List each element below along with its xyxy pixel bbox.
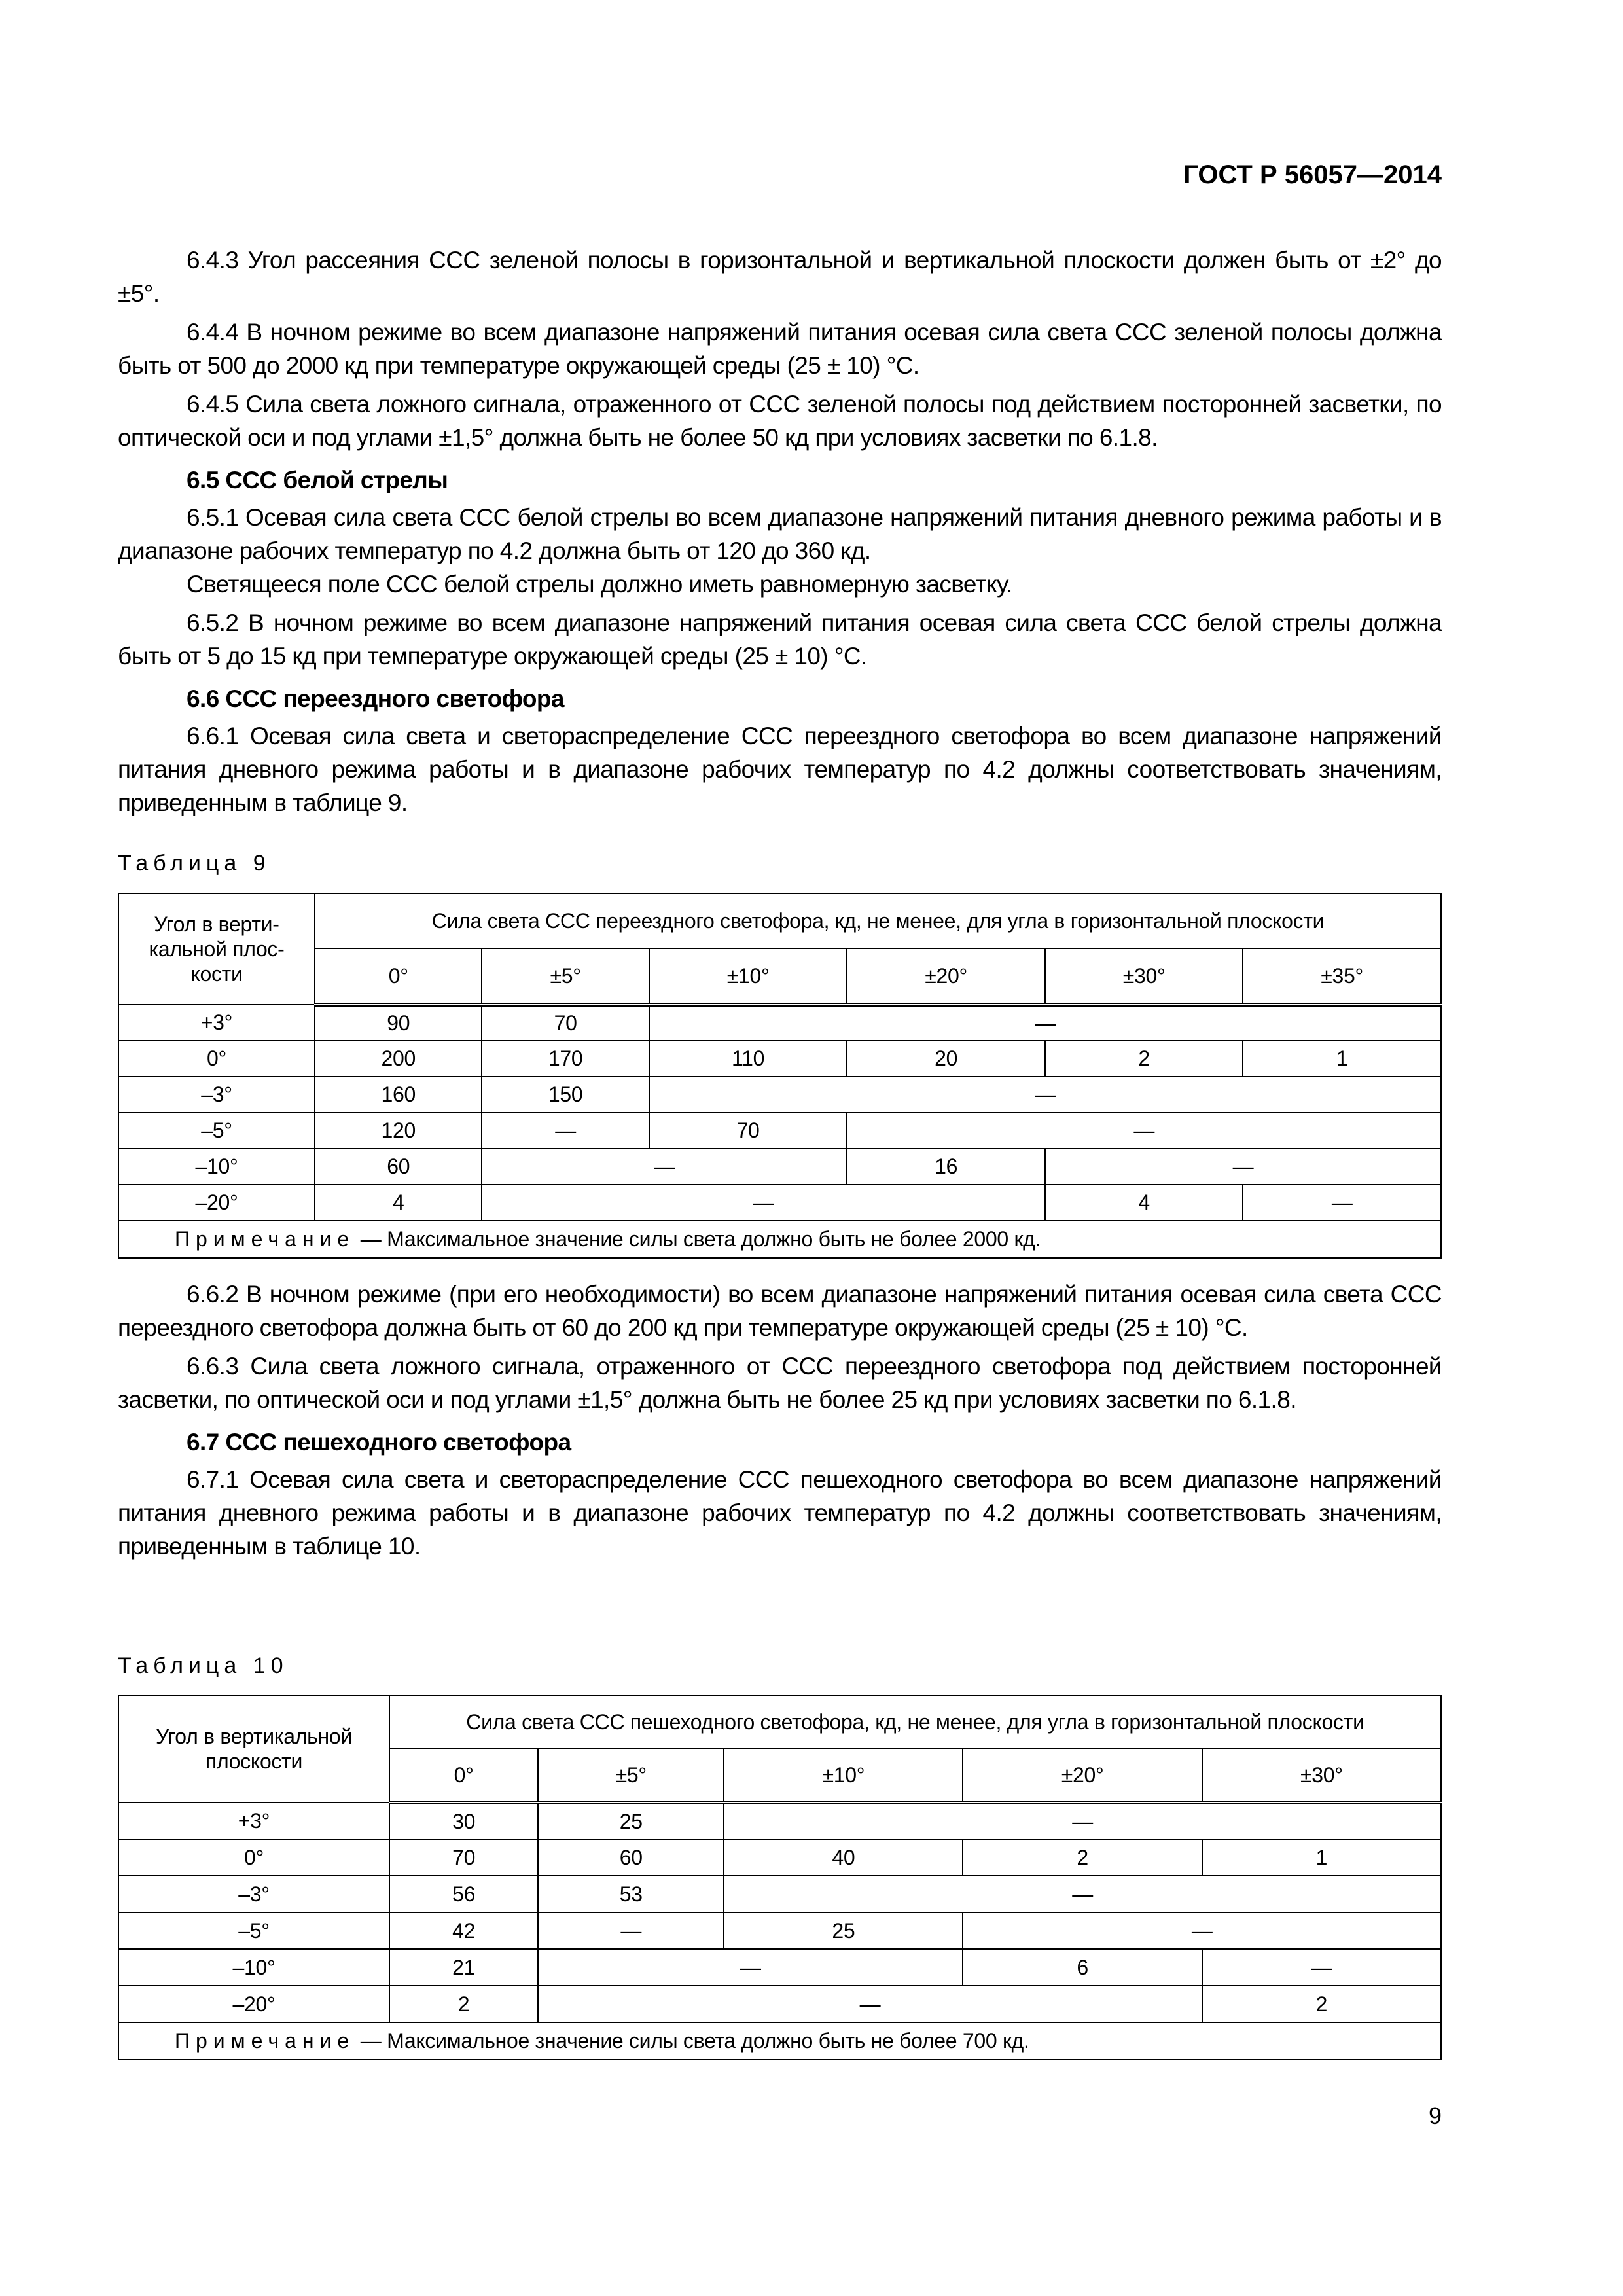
note-text: — Максимальное значение силы света должно быть не более 2000 кд. <box>355 1227 1041 1251</box>
paragraph: 6.6.3 Сила света ложного сигнала, отраженного от ССС переездного светофора под действием посторонней засветки, по оптической оси и под углами ±1,5° должна быть не более 25 кд при условиях засветки по 6.1.8. <box>118 1353 1442 1413</box>
section-heading: 6.5 ССС белой стрелы <box>187 467 448 493</box>
column-header: ±30° <box>1045 948 1243 1005</box>
table-cell: 60 <box>315 1149 482 1185</box>
table-row <box>118 1839 1441 1876</box>
paragraph: 6.6.1 Осевая сила света и светораспределение ССС переездного светофора во всем диапазоне напряжений питания дневного режима работы и в диапазоне рабочих температур по 4.2 должны соответствовать значениям, приведенным в таблице 9. <box>118 723 1442 816</box>
table-cell: — <box>538 1949 963 1986</box>
table-cell: 2 <box>1202 1986 1441 2022</box>
table-9-caption: Таблица 9 <box>118 851 271 876</box>
row-angle: –5° <box>118 1912 389 1949</box>
table-row <box>118 1005 1441 1041</box>
table-cell: — <box>963 1912 1441 1949</box>
table-note <box>118 1221 1441 1258</box>
table-cell: 160 <box>315 1077 482 1113</box>
note-text: — Максимальное значение силы света должно быть не более 700 кд. <box>355 2029 1029 2053</box>
row-angle: +3° <box>118 1803 389 1839</box>
column-header: ±35° <box>1243 948 1441 1005</box>
table-cell: 70 <box>389 1839 538 1876</box>
table-9 <box>118 893 1442 1259</box>
paragraph: 6.6.2 В ночном режиме (при его необходимости) во всем диапазоне напряжений питания осевая сила света ССС переездного светофора должна быть от 60 до 200 кд при температуре окружающей среды (25 ± 10) °С. <box>118 1281 1442 1341</box>
table-row <box>118 1803 1441 1839</box>
table-cell: — <box>538 1912 724 1949</box>
table-cell: — <box>538 1986 1202 2022</box>
table-cell: — <box>724 1803 1441 1839</box>
table-row <box>118 1912 1441 1949</box>
paragraph: Светящееся поле ССС белой стрелы должно иметь равномерную засветку. <box>187 571 1012 598</box>
table-cell: — <box>482 1185 1044 1221</box>
table-cell: 40 <box>724 1839 963 1876</box>
table-cell: 200 <box>315 1041 482 1077</box>
row-angle: –10° <box>118 1149 315 1185</box>
column-header: ±20° <box>963 1749 1202 1803</box>
table-row <box>118 1041 1441 1077</box>
document-header: ГОСТ Р 56057—2014 <box>1183 160 1442 189</box>
column-header: ±5° <box>538 1749 724 1803</box>
column-header: ±10° <box>724 1749 963 1803</box>
table-cell: 1 <box>1243 1041 1441 1077</box>
table-cell: 2 <box>963 1839 1202 1876</box>
table-cell: 70 <box>649 1113 847 1149</box>
row-header: Угол в вертикальной плоскости <box>118 1695 389 1803</box>
column-header: 0° <box>315 948 482 1005</box>
row-angle: –3° <box>118 1876 389 1912</box>
page-number: 9 <box>1428 2102 1442 2129</box>
paragraph: 6.4.4 В ночном режиме во всем диапазоне напряжений питания осевая сила света ССС зеленой полосы должна быть от 500 до 2000 кд при температуре окружающей среды (25 ± 10) °С. <box>118 319 1442 379</box>
row-angle: 0° <box>118 1839 389 1876</box>
paragraph: 6.4.3 Угол рассеяния ССС зеленой полосы в горизонтальной и вертикальной плоскости должен быть от ±2° до ±5°. <box>118 247 1442 307</box>
table-cell: 20 <box>847 1041 1045 1077</box>
table-cell: 150 <box>482 1077 649 1113</box>
column-header: ±20° <box>847 948 1045 1005</box>
table-cell: 42 <box>389 1912 538 1949</box>
row-angle: –5° <box>118 1113 315 1149</box>
row-angle: –3° <box>118 1077 315 1113</box>
table-cell: 25 <box>538 1803 724 1839</box>
table-cell: 170 <box>482 1041 649 1077</box>
table-cell: 2 <box>389 1986 538 2022</box>
column-header: ±10° <box>649 948 847 1005</box>
table-cell: 120 <box>315 1113 482 1149</box>
row-angle: –10° <box>118 1949 389 1986</box>
table-cell: 53 <box>538 1876 724 1912</box>
table-cell: 90 <box>315 1005 482 1041</box>
row-angle: 0° <box>118 1041 315 1077</box>
section-6-4-to-6-6 <box>118 243 1442 819</box>
table-cell: — <box>482 1113 649 1149</box>
table-cell: 1 <box>1202 1839 1441 1876</box>
paragraph: 6.5.2 В ночном режиме во всем диапазоне напряжений питания осевая сила света ССС белой стрелы должна быть от 5 до 15 кд при температуре окружающей среды (25 ± 10) °С. <box>118 609 1442 670</box>
section-6-6-2-to-6-7 <box>118 1278 1442 1563</box>
column-header: ±5° <box>482 948 649 1005</box>
table-row <box>118 1986 1441 2022</box>
table-cell: — <box>1045 1149 1441 1185</box>
table-row <box>118 1077 1441 1113</box>
table-cell: — <box>649 1005 1441 1041</box>
note-label: Примечание <box>175 1227 355 1251</box>
table-row <box>118 1949 1441 1986</box>
table-note <box>118 2022 1441 2060</box>
table-cell: 60 <box>538 1839 724 1876</box>
table-10 <box>118 1695 1442 2060</box>
row-angle: –20° <box>118 1986 389 2022</box>
table-cell: 6 <box>963 1949 1202 1986</box>
table-cell: 4 <box>315 1185 482 1221</box>
table-cell: — <box>1243 1185 1441 1221</box>
table-row <box>118 1113 1441 1149</box>
paragraph: 6.4.5 Сила света ложного сигнала, отраженного от ССС зеленой полосы под действием посторонней засветки, по оптической оси и под углами ±1,5° должна быть не более 50 кд при условиях засветки по 6.1.8. <box>118 391 1442 451</box>
note-label: Примечание <box>175 2029 355 2053</box>
section-heading: 6.7 ССС пешеходного светофора <box>187 1429 571 1456</box>
row-angle: –20° <box>118 1185 315 1221</box>
row-header: Угол в верти-кальной плос-кости <box>118 893 315 1005</box>
table-cell: — <box>724 1876 1441 1912</box>
group-header: Сила света ССС переездного светофора, кд, не менее, для угла в горизонтальной плоскости <box>315 893 1441 948</box>
table-row <box>118 1876 1441 1912</box>
table-cell: 2 <box>1045 1041 1243 1077</box>
table-cell: 16 <box>847 1149 1045 1185</box>
table-cell: 30 <box>389 1803 538 1839</box>
table-row <box>118 1149 1441 1185</box>
table-cell: — <box>847 1113 1441 1149</box>
column-header: ±30° <box>1202 1749 1441 1803</box>
row-angle: +3° <box>118 1005 315 1041</box>
paragraph: 6.5.1 Осевая сила света ССС белой стрелы во всем диапазоне напряжений питания дневного режима работы и в диапазоне рабочих температур по 4.2 должна быть от 120 до 360 кд. <box>118 504 1442 564</box>
table-cell: 25 <box>724 1912 963 1949</box>
column-header: 0° <box>389 1749 538 1803</box>
group-header: Сила света ССС пешеходного светофора, кд, не менее, для угла в горизонтальной плоскости <box>389 1695 1441 1749</box>
table-cell: 21 <box>389 1949 538 1986</box>
table-cell: — <box>482 1149 847 1185</box>
table-cell: 4 <box>1045 1185 1243 1221</box>
table-10-caption: Таблица 10 <box>118 1653 289 1678</box>
table-cell: — <box>1202 1949 1441 1986</box>
section-heading: 6.6 ССС переездного светофора <box>187 685 564 712</box>
table-cell: 110 <box>649 1041 847 1077</box>
table-cell: — <box>649 1077 1441 1113</box>
table-row <box>118 1185 1441 1221</box>
table-cell: 70 <box>482 1005 649 1041</box>
paragraph: 6.7.1 Осевая сила света и светораспределение ССС пешеходного светофора во всем диапазоне напряжений питания дневного режима работы и в диапазоне рабочих температур по 4.2 должны соответствовать значениям, приведенным в таблице 10. <box>118 1466 1442 1560</box>
table-cell: 56 <box>389 1876 538 1912</box>
